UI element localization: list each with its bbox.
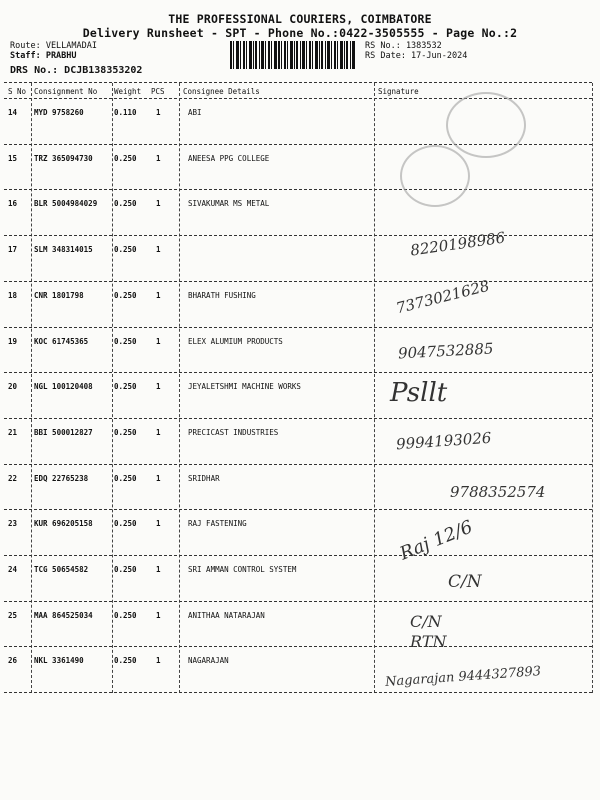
signature-scribble: Psllt — [390, 378, 448, 408]
signature-handwriting: 9994193026 — [395, 428, 492, 454]
row-sno: 24 — [8, 565, 18, 574]
row-consignment-no: KOC 61745365 — [34, 336, 89, 346]
table-top-rule — [4, 82, 592, 83]
staff-label: Staff: PRABHU — [10, 51, 77, 61]
row-consignee: JEYALETSHMI MACHINE WORKS — [188, 382, 301, 392]
row-pcs: 1 — [156, 199, 161, 209]
signature-handwriting: 9047532885 — [397, 339, 494, 363]
row-sno: 21 — [8, 427, 18, 437]
row-rule — [4, 555, 592, 556]
row-pcs: 1 — [156, 519, 161, 529]
col-header-pcs: PCS — [151, 87, 165, 96]
rs-date: RS Date: 17-Jun-2024 — [365, 51, 468, 61]
row-pcs: 1 — [156, 245, 161, 255]
row-consignee: ANITHAA NATARAJAN — [188, 610, 265, 620]
row-rule — [4, 601, 592, 602]
row-pcs: 1 — [156, 153, 161, 163]
row-rule — [4, 464, 592, 465]
row-pcs: 1 — [156, 610, 161, 620]
row-pcs: 1 — [156, 382, 161, 392]
row-weight: 0.250 — [114, 427, 137, 437]
col-header-weight: Weight — [114, 87, 142, 96]
row-sno: 16 — [8, 199, 18, 209]
row-sno: 20 — [8, 382, 18, 392]
row-weight: 0.110 — [114, 108, 137, 117]
row-consignee: ELEX ALUMIUM PRODUCTS — [188, 336, 283, 346]
company-title: THE PROFESSIONAL COURIERS, COIMBATORE — [168, 12, 432, 26]
row-consignment-no: EDQ 22765238 — [34, 473, 89, 483]
col-header-signature: Signature — [378, 87, 419, 96]
signature-handwriting: 9788352574 — [450, 483, 546, 501]
row-pcs: 1 — [156, 656, 161, 666]
rs-number: RS No.: 1383532 — [365, 41, 442, 51]
row-consignment-no: MAA 864525034 — [34, 610, 93, 620]
row-sno: 25 — [8, 610, 18, 620]
signature-handwriting: C/N — [448, 572, 482, 592]
row-consignee: RAJ FASTENING — [188, 519, 247, 529]
row-rule — [4, 327, 592, 328]
row-pcs: 1 — [156, 427, 161, 437]
row-consignment-no: BLR 5004984029 — [34, 199, 98, 209]
row-consignee: ANEESA PPG COLLEGE — [188, 153, 270, 163]
row-pcs: 1 — [156, 290, 161, 300]
row-weight: 0.250 — [114, 610, 137, 620]
row-consignee: PRECICAST INDUSTRIES — [188, 427, 279, 437]
row-consignment-no: CNR 1801798 — [34, 290, 84, 300]
row-consignment-no: KUR 696205158 — [34, 519, 93, 529]
row-weight: 0.250 — [114, 565, 137, 574]
row-sno: 23 — [8, 519, 18, 529]
row-rule — [4, 646, 592, 647]
row-consignment-no: MYD 9758260 — [34, 108, 84, 117]
row-rule — [4, 418, 592, 419]
runsheet-subtitle: Delivery Runsheet - SPT - Phone No.:0422-3505555 - Page No.:2 — [82, 26, 518, 40]
route-label: Route: VELLAMADAI — [10, 41, 97, 51]
delivery-stamp — [400, 145, 470, 207]
row-sno: 22 — [8, 473, 18, 483]
row-consignee: SIVAKUMAR MS METAL — [188, 199, 270, 209]
barcode — [230, 41, 356, 69]
col-header-consignment: Consignment No — [34, 87, 98, 96]
row-weight: 0.250 — [114, 199, 137, 209]
row-consignee: BHARATH FUSHING — [188, 290, 256, 300]
row-rule — [4, 509, 592, 510]
row-sno: 19 — [8, 336, 18, 346]
row-weight: 0.250 — [114, 382, 137, 392]
signature-handwriting: Nagarajan 9444327893 — [384, 664, 542, 690]
row-sno: 26 — [8, 656, 18, 666]
signature-handwriting: 8220198986 — [409, 228, 507, 260]
row-rule — [4, 692, 592, 693]
row-pcs: 1 — [156, 108, 161, 117]
row-consignee: SRIDHAR — [188, 473, 220, 483]
row-weight: 0.250 — [114, 519, 137, 529]
row-weight: 0.250 — [114, 336, 137, 346]
row-weight: 0.250 — [114, 473, 137, 483]
row-rule — [4, 281, 592, 282]
row-consignment-no: SLM 348314015 — [34, 245, 93, 255]
row-consignee: ABI — [188, 108, 202, 117]
row-consignee: NAGARAJAN — [188, 656, 229, 666]
row-consignee: SRI AMMAN CONTROL SYSTEM — [188, 565, 297, 574]
row-pcs: 1 — [156, 473, 161, 483]
row-consignment-no: TCG 50654582 — [34, 565, 89, 574]
col-header-consignee: Consignee Details — [183, 87, 260, 96]
row-weight: 0.250 — [114, 153, 137, 163]
row-weight: 0.250 — [114, 656, 137, 666]
row-consignment-no: NGL 100120408 — [34, 382, 93, 392]
row-sno: 18 — [8, 290, 18, 300]
signature-scribble: Raj 12/6 — [396, 516, 476, 565]
row-sno: 15 — [8, 153, 18, 163]
col-header-sno: S No — [8, 87, 27, 96]
signature-handwriting: 7373021628 — [394, 276, 492, 318]
row-pcs: 1 — [156, 565, 161, 574]
row-rule — [4, 372, 592, 373]
row-sno: 14 — [8, 108, 18, 117]
row-weight: 0.250 — [114, 290, 137, 300]
drs-number: DRS No.: DCJB138353202 — [10, 65, 143, 76]
delivery-stamp — [446, 92, 526, 158]
row-consignment-no: NKL 3361490 — [34, 656, 84, 666]
signature-handwriting: C/N RTN — [410, 612, 447, 651]
row-sno: 17 — [8, 245, 18, 255]
row-consignment-no: BBI 500012827 — [34, 427, 93, 437]
row-weight: 0.250 — [114, 245, 137, 255]
row-rule — [4, 189, 592, 190]
row-pcs: 1 — [156, 336, 161, 346]
row-consignment-no: TRZ 365094730 — [34, 153, 93, 163]
col-divider — [592, 83, 593, 693]
